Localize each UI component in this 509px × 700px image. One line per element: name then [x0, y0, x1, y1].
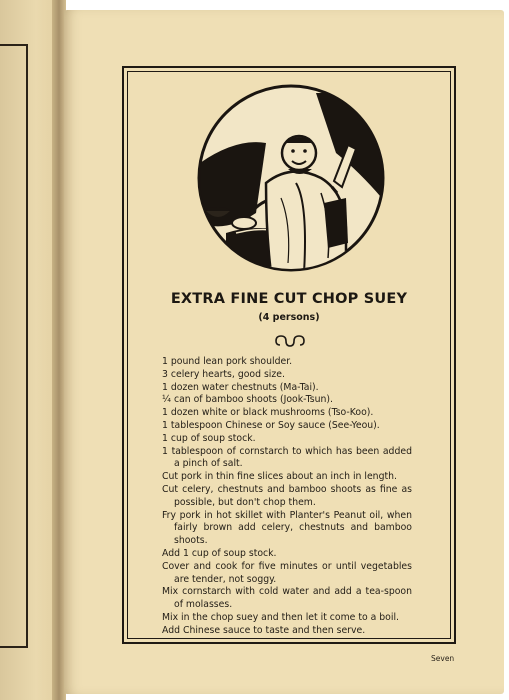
page-number: Seven [431, 654, 455, 663]
facing-page-border [0, 44, 28, 648]
recipe-title: EXTRA FINE CUT CHOP SUEY [170, 291, 408, 307]
scroll-ornament-icon [272, 334, 308, 348]
recipe-line: Add 1 cup of soup stock. [162, 547, 277, 559]
recipe-line: Fry pork in hot skillet with Planter's Peanut oil, when fairly brown add celery, chestnuts and bamboo shoots. [162, 509, 412, 547]
recipe-line: Mix cornstarch with cold water and add a tea-spoon of molasses. [162, 586, 412, 611]
recipe-line: Cut pork in thin fine slices about an inch in length. [162, 471, 397, 483]
recipe-line: 1 tablespoon of cornstarch to which has been added a pinch of salt. [162, 445, 412, 470]
recipe-line: Cover and cook for five minutes or until vegetables are tender, not soggy. [162, 560, 412, 585]
servings-note: (4 persons) [258, 312, 320, 323]
recipe-line: Add Chinese sauce to taste and then serve. [162, 624, 366, 636]
recipe-line: 1 tablespoon Chinese or Soy sauce (See-Yeou). [162, 419, 380, 431]
recipe-line: ¼ can of bamboo shoots (Jook-Tsun). [162, 394, 333, 406]
recipe-line: 1 pound lean pork shoulder. [162, 356, 293, 367]
recipe-line: Mix in the chop suey and then let it come to a boil. [162, 611, 399, 623]
chef-with-cleaver-vignette-icon [196, 83, 386, 273]
recipe-line: Cut celery, chestnuts and bamboo shoots as fine as possible, but don't chop them. [162, 483, 412, 508]
recipe-line: 3 celery hearts, good size. [162, 368, 285, 380]
facing-page [0, 0, 60, 700]
recipe-line: 1 cup of soup stock. [162, 432, 256, 444]
recipe-text [162, 356, 412, 638]
recipe-line: 1 dozen water chestnuts (Ma-Tai). [162, 381, 319, 393]
recipe-line: 1 dozen white or black mushrooms (Tso-Koo). [162, 407, 374, 419]
